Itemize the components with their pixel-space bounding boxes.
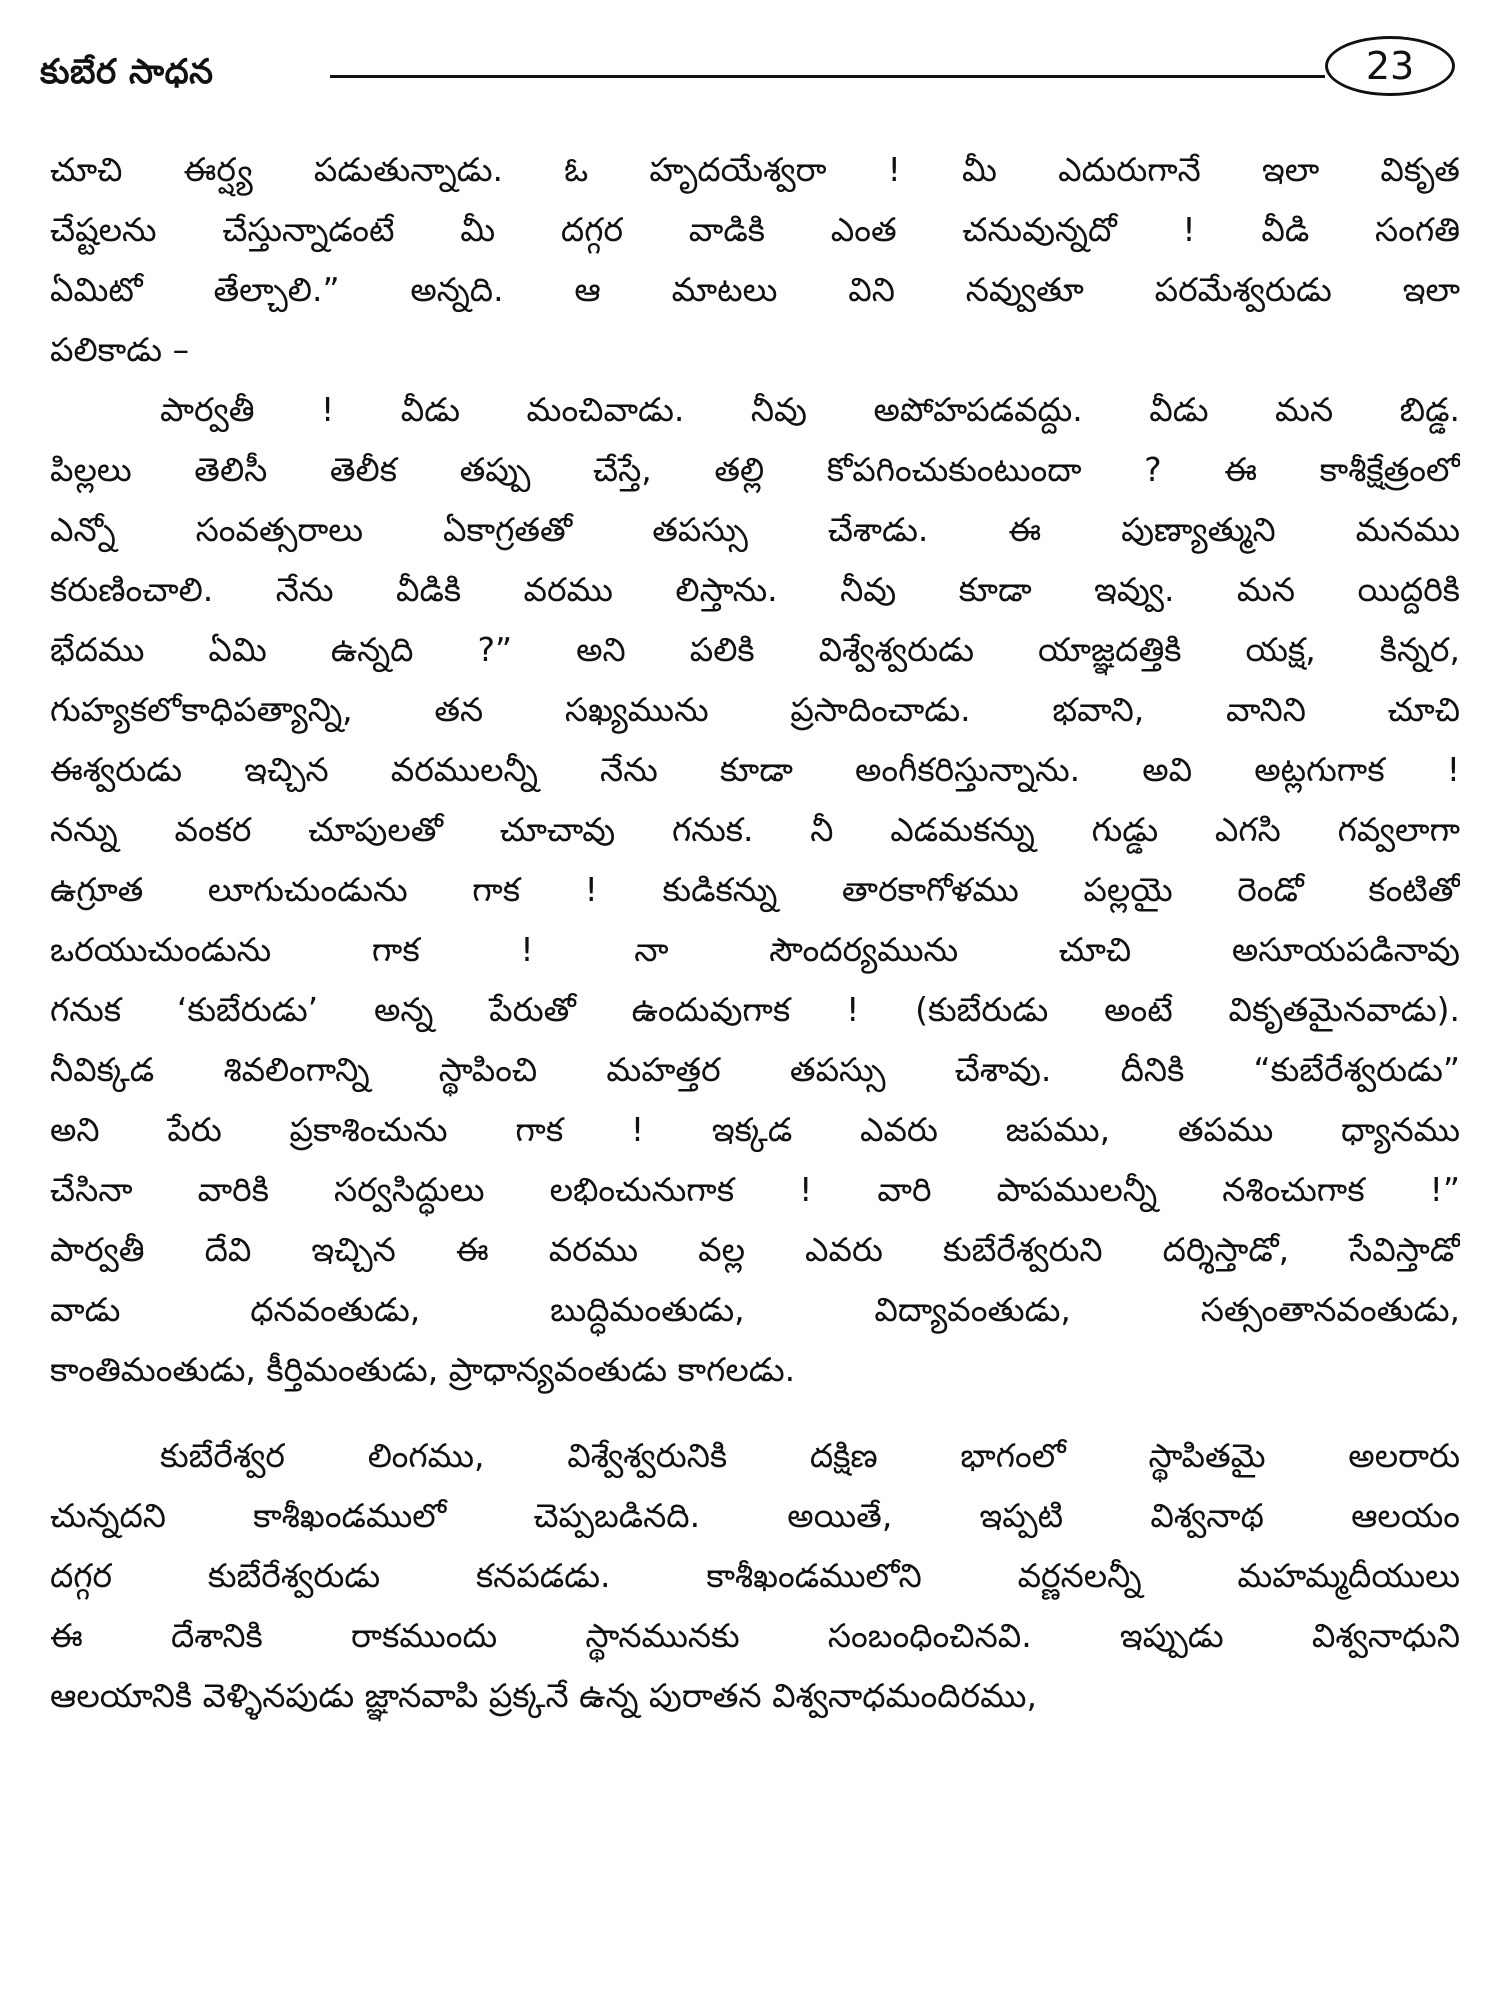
text-line: కరుణించాలి. నేను వీడికి వరము లిస్తాను. నీవు కూడా ఇవ్వు. మన యిద్దరికి [50,570,1460,609]
text-line: భేదము ఏమి ఉన్నది ?” అని పలికి విశ్వేశ్వరుడు యాజ్ఞదత్తికి యక్ష, కిన్నర, [50,630,1460,669]
text-line: చున్నదని కాశీఖండములో చెప్పబడినది. అయితే, ఇప్పటి విశ్వనాథ ఆలయం [50,1496,1460,1535]
text-line: గనుక ‘కుబేరుడు’ అన్న పేరుతో ఉందువుగాక ! (కుబేరుడు అంటే వికృతమైనవాడు). [50,990,1460,1029]
text-line: ఉగ్రూత లూగుచుండును గాక ! కుడికన్ను తారకాగోళము పల్లయై రెండో కంటితో [50,870,1460,909]
text-line: ఏమిటో తేల్చాలి.” అన్నది. ఆ మాటలు విని నవ్వుతూ పరమేశ్వరుడు ఇలా [50,270,1460,309]
text-line: అని పేరు ప్రకాశించును గాక ! ఇక్కడ ఎవరు జపము, తపము ధ్యానము [50,1110,1460,1149]
text-line: ఆలయానికి వెళ్ళినపుడు జ్ఞానవాపి ప్రక్కనే ఉన్న పురాతన విశ్వనాధమందిరము, [50,1676,1037,1715]
text-line: నన్ను వంకర చూపులతో చూచావు గనుక. నీ ఎడమకన్ను గుడ్డు ఎగసి గవ్వలాగా [50,810,1460,849]
text-line: కాంతిమంతుడు, కీర్తిమంతుడు, ప్రాధాన్యవంతుడు కాగలడు. [50,1350,796,1389]
text-line: ఒరయుచుండును గాక ! నా సౌందర్యమును చూచి అసూయపడినావు [50,930,1460,969]
text-line: దగ్గర కుబేరేశ్వరుడు కనపడడు. కాశీఖండములోని వర్ణనలన్నీ మహమ్మదీయులు [50,1556,1460,1595]
text-line: పార్వతీ దేవి ఇచ్చిన ఈ వరము వల్ల ఎవరు కుబేరేశ్వరుని దర్శిస్తాడో, సేవిస్తాడో [50,1230,1460,1269]
text-line: పిల్లలు తెలిసీ తెలీక తప్పు చేస్తే, తల్లి కోపగించుకుంటుందా ? ఈ కాశీక్షేత్రంలో [50,450,1460,489]
text-line: చేష్టలను చేస్తున్నాడంటే మీ దగ్గర వాడికి ఎంత చనువున్నదో ! వీడి సంగతి [50,210,1460,249]
paragraph [50,1426,1460,1726]
page-header [40,30,1460,110]
text-line: చేసినా వారికి సర్వసిద్ధులు లభించునుగాక ! వారి పాపములన్నీ నశించుగాక !” [50,1170,1460,1209]
text-line: పార్వతీ ! వీడు మంచివాడు. నీవు అపోహపడవద్దు. వీడు మన బిడ్డ. [160,390,1460,429]
header-rule [330,75,1325,78]
text-line: పలికాడు – [50,330,190,369]
page-number: 23 [1325,36,1455,96]
text-line: నీవిక్కడ శివలింగాన్ని స్థాపించి మహత్తర తపస్సు చేశావు. దీనికి “కుబేరేశ్వరుడు” [50,1050,1460,1089]
text-line: ఈశ్వరుడు ఇచ్చిన వరములన్నీ నేను కూడా అంగీకరిస్తున్నాను. అవి అట్లగుగాక ! [50,750,1460,789]
text-line: గుహ్యకలోకాధిపత్యాన్ని, తన సఖ్యమును ప్రసాదించాడు. భవాని, వానిని చూచి [50,690,1460,729]
body-text [50,140,1460,1980]
text-line: ఎన్నో సంవత్సరాలు ఏకాగ్రతతో తపస్సు చేశాడు. ఈ పుణ్యాత్ముని మనము [50,510,1460,549]
text-line: ఈ దేశానికి రాకముందు స్థానమునకు సంబంధించినవి. ఇప్పుడు విశ్వనాధుని [50,1616,1460,1655]
running-title: కుబేర సాధన [40,52,214,92]
paragraph [50,140,1460,380]
paragraph [50,380,1460,1400]
paragraph-gap [50,1400,1460,1426]
text-line: వాడు ధనవంతుడు, బుద్ధిమంతుడు, విద్యావంతుడు, సత్సంతానవంతుడు, [50,1290,1460,1329]
text-line: చూచి ఈర్ష్య పడుతున్నాడు. ఓ హృదయేశ్వరా ! మీ ఎదురుగానే ఇలా వికృత [50,150,1460,189]
text-line: కుబేరేశ్వర లింగము, విశ్వేశ్వరునికి దక్షిణ భాగంలో స్థాపితమై అలరారు [160,1436,1460,1475]
